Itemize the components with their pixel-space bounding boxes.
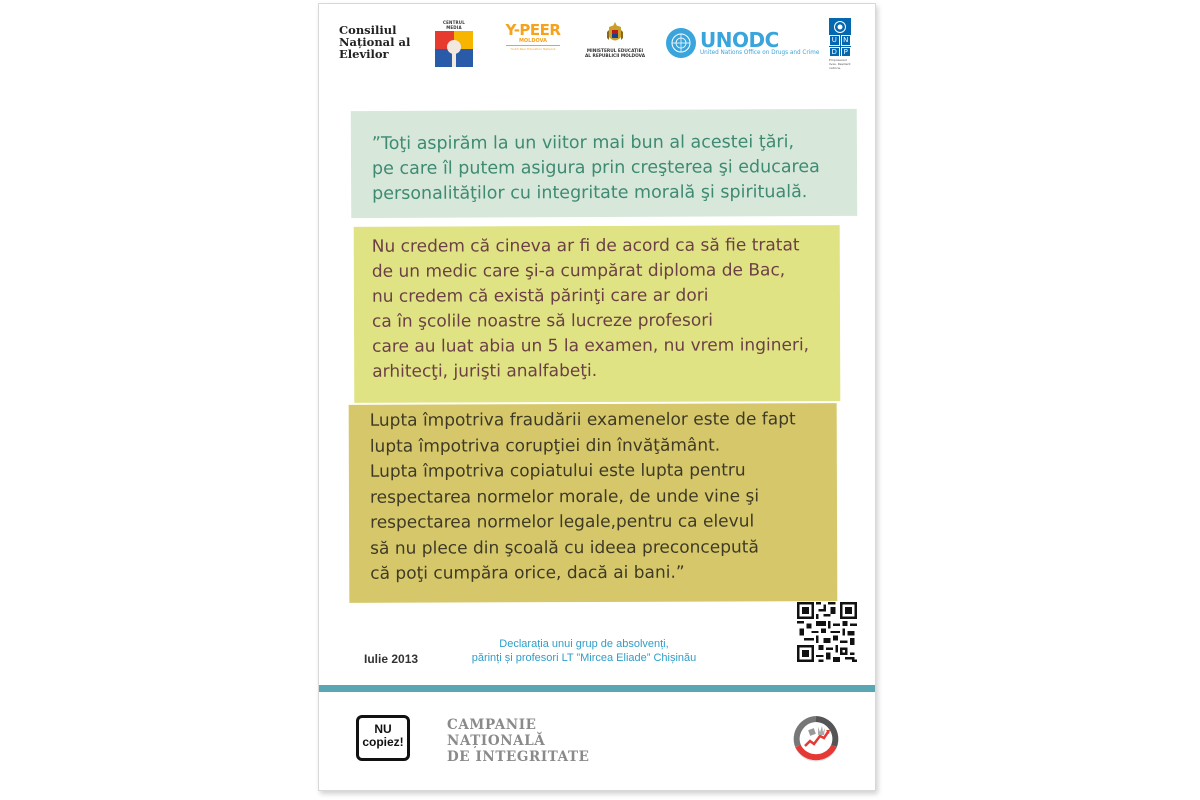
ministry-logo [582, 22, 648, 59]
declaration-line: Declarația unui grup de absolvenți, [499, 638, 669, 650]
quote-line: de un medic care şi-a cumpărat diploma de Bac, [371, 260, 786, 282]
ypeer-title: Y-PEER [505, 21, 561, 39]
quote-line: respectarea normelor morale, de unde vine şi [369, 485, 760, 508]
quote-text [372, 130, 820, 207]
quote-line: să nu plece din şcoală cu ideea preconcepută [370, 536, 759, 559]
unodc-logo [666, 28, 819, 58]
quote-line: respectarea normelor legale,pentru ca elevul [370, 511, 755, 533]
unodc-subtitle: United Nations Office on Drugs and Crime [700, 50, 820, 56]
quote-line: Lupta împotriva fraudării examenelor este de fapt [369, 409, 796, 431]
quote-text [372, 233, 809, 385]
cne-line: Consiliul [339, 23, 397, 37]
campaign-title [447, 717, 590, 765]
quote-line: care au luat abia un 5 la examen, nu vrem ingineri, [372, 335, 810, 357]
quote-card-1 [351, 109, 857, 218]
quote-line: Nu credem că cineva ar fi de acord ca să fie tratat [371, 235, 800, 257]
quote-line: pe care îl putem asigura prin creşterea şi educarea [371, 157, 820, 180]
quote-line: că poţi cumpăra orice, dacă ai bani.” [370, 562, 685, 584]
quote-card-2 [354, 225, 841, 403]
undp-emblem [829, 18, 851, 56]
nu-copiez-logo [356, 715, 410, 761]
quote-line: lupta împotriva corupţiei din învăţământ. [369, 435, 721, 457]
cne-logo [339, 24, 410, 60]
poster [318, 3, 876, 791]
ypeer-tagline: Youth Peer Education Network [510, 47, 556, 51]
ministry-line: MINISTERUL EDUCAȚIEI [586, 49, 644, 54]
undp-letter: D [829, 47, 840, 58]
qr-code-icon[interactable] [797, 602, 857, 662]
centrul-media-icon [435, 31, 473, 68]
un-emblem-icon [666, 28, 696, 58]
ypeer-logo [502, 22, 564, 51]
undp-tagline: Empowered lives. Resilient nations. [829, 58, 851, 70]
declaration-caption [439, 637, 729, 665]
ministry-line: AL REPUBLICII MOLDOVA [584, 54, 646, 59]
coat-of-arms-icon [607, 22, 623, 46]
partner-logos [319, 4, 875, 84]
end-corruption-badge-icon [793, 716, 839, 762]
cne-line: Național al [339, 35, 411, 49]
quote-line: ca în şcolile noastre să lucreze profesori [371, 310, 713, 332]
divider [506, 45, 560, 46]
nu-copiez-line: NU [374, 722, 392, 736]
centrul-media-label: CENTRUL MEDIA [442, 20, 466, 30]
quote-line: Lupta împotriva copiatului este lupta pentru [369, 460, 746, 482]
cne-line: Elevilor [339, 47, 389, 61]
quote-card-3 [349, 403, 838, 603]
undp-letter: N [841, 35, 852, 46]
accent-divider [319, 685, 875, 692]
declaration-line: părinți și profesori LT ”Mircea Eliade” Chișinău [471, 652, 697, 664]
campaign-line: NAȚIONALĂ [447, 733, 546, 749]
unodc-name: UNODC [700, 28, 779, 52]
campaign-line: DE INTEGRITATE [447, 749, 590, 765]
quote-line: personalităţilor cu integritate morală şi spirituală. [372, 182, 808, 205]
ypeer-subtitle: MOLDOVA [518, 38, 548, 44]
quote-line: arhitecţi, jurişti analfabeţi. [372, 361, 598, 382]
undp-letter: P [841, 47, 852, 58]
undp-letter: U [829, 35, 840, 46]
campaign-line: CAMPANIE [447, 717, 537, 733]
nu-copiez-line: copiez! [362, 735, 404, 749]
date-label: Iulie 2013 [364, 652, 419, 666]
undp-logo [829, 18, 853, 70]
quote-line: nu credem că există părinţi care ar dori [371, 285, 709, 307]
quote-text [370, 407, 797, 587]
quote-line: ”Toţi aspirăm la un viitor mai bun al acestei ţări, [371, 132, 795, 155]
centrul-media-logo [435, 20, 473, 62]
